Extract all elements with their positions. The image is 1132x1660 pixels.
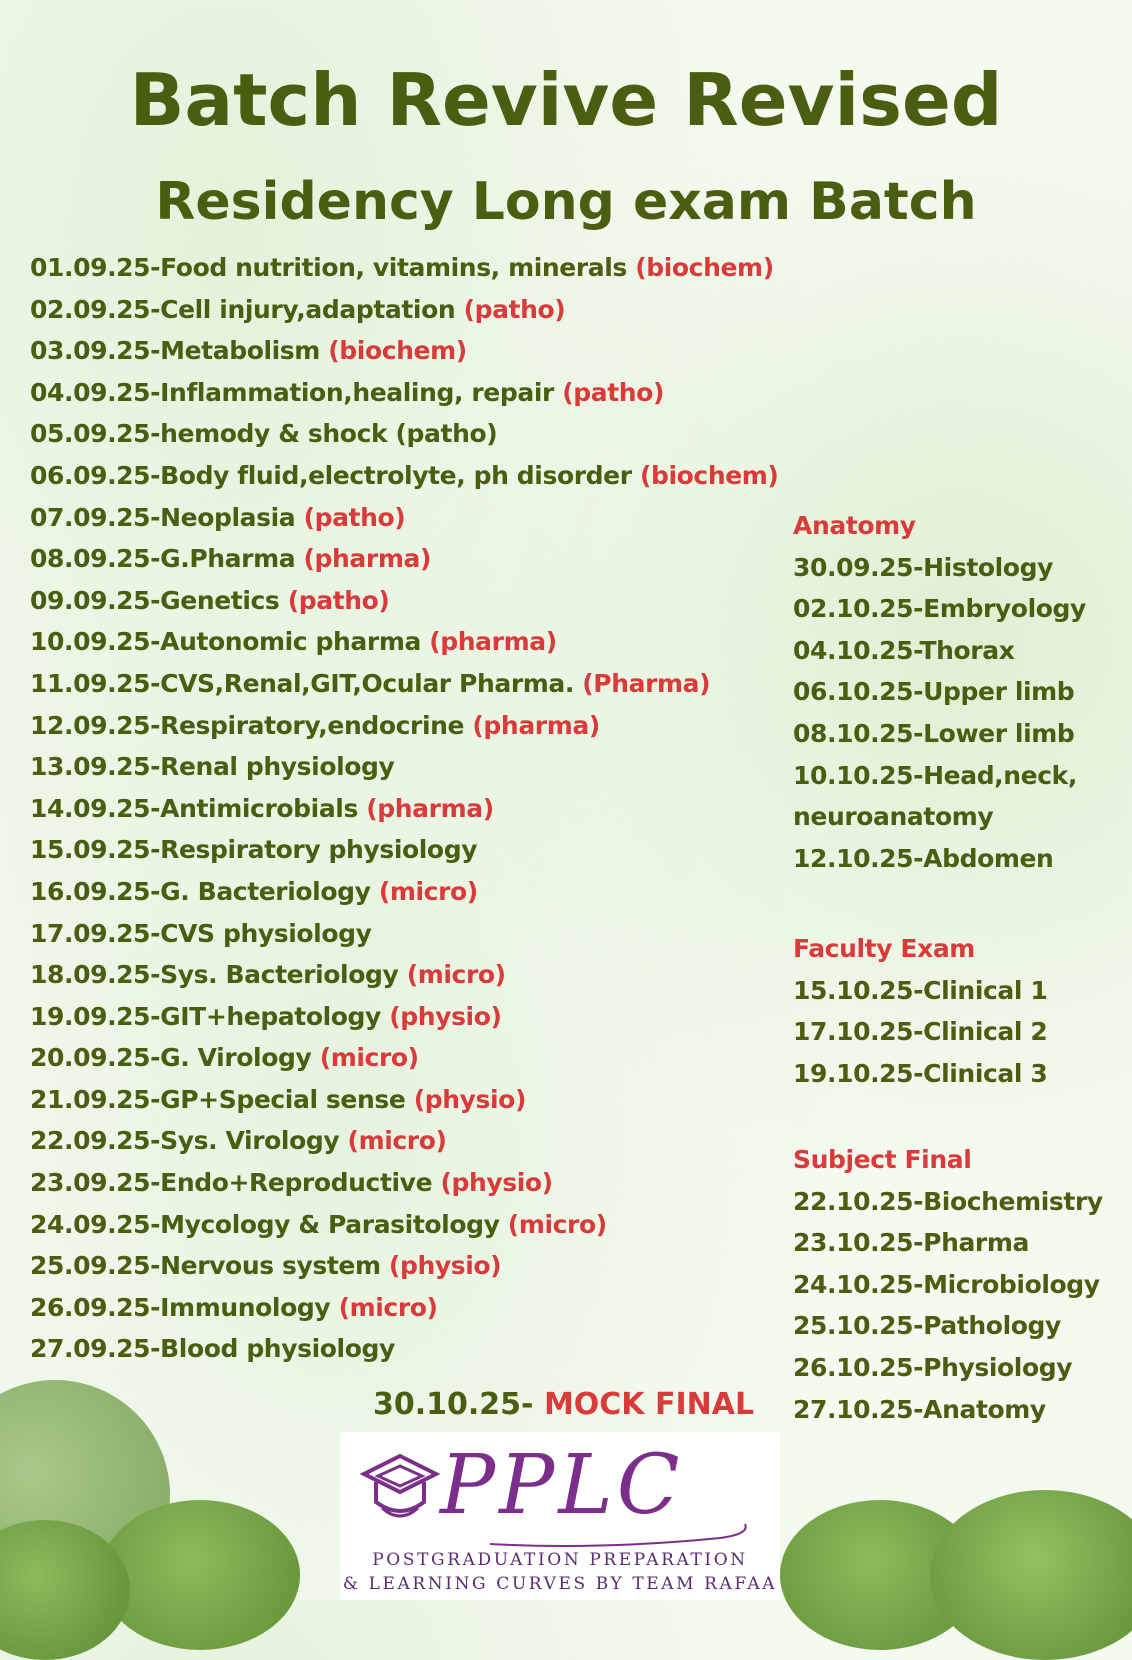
schedule-item: 17.09.25-CVS physiology [30,918,372,948]
schedule-item: 07.09.25-Neoplasia (patho) [30,502,406,532]
subject-final-item: 27.10.25-Anatomy [793,1394,1046,1424]
subject-final-item: 23.10.25-Pharma [793,1228,1029,1258]
logo-tagline-1: POSTGRADUATION PREPARATION [372,1550,748,1570]
schedule-item: 06.09.25-Body fluid,electrolyte, ph disorder (biochem) [30,460,779,490]
schedule-item: 22.09.25-Sys. Virology (micro) [30,1126,447,1156]
schedule-item: 15.09.25-Respiratory physiology [30,835,478,865]
logo-tagline-2: & LEARNING CURVES BY TEAM RAFAA [342,1574,778,1594]
schedule-item: 16.09.25-G. Bacteriology (micro) [30,876,478,906]
anatomy-section [793,505,1086,879]
schedule-item: 23.09.25-Endo+Reproductive (physio) [30,1168,553,1198]
schedule-item: 09.09.25-Genetics (patho) [30,585,390,615]
page-subtitle: Residency Long exam Batch [155,172,977,232]
schedule-item: 02.09.25-Cell injury,adaptation (patho) [30,294,566,324]
schedule-item: 20.09.25-G. Virology (micro) [30,1043,419,1073]
bush-left-2 [100,1500,300,1650]
mock-final-date: 30.10.25- [373,1387,544,1422]
faculty-exam-item: 15.10.25-Clinical 1 [793,975,1048,1005]
schedule-item: 03.09.25-Metabolism (biochem) [30,336,467,366]
anatomy-item: 04.10.25-Thorax [793,635,1015,665]
schedule-item: 10.09.25-Autonomic pharma (pharma) [30,627,557,657]
subject-final-item: 26.10.25-Physiology [793,1352,1073,1382]
anatomy-item: 10.10.25-Head,neck, [793,760,1077,790]
mock-final-label: MOCK FINAL [543,1387,755,1422]
schedule-item: 05.09.25-hemody & shock (patho) [30,419,498,449]
schedule-item: 01.09.25-Food nutrition, vitamins, minerals (biochem) [30,253,774,282]
schedule-item: 18.09.25-Sys. Bacteriology (micro) [30,960,506,990]
logo-wordmark: PPLC [440,1438,684,1533]
anatomy-item: 06.10.25-Upper limb [793,677,1075,707]
schedule-item: 08.09.25-G.Pharma (pharma) [30,544,431,574]
page-title: Batch Revive Revised [129,58,1003,142]
faculty-exam-section [793,928,1047,1094]
schedule-item: 21.09.25-GP+Special sense (physio) [30,1084,526,1114]
schedule-list [30,247,778,1370]
schedule-item: 24.09.25-Mycology & Parasitology (micro) [30,1209,607,1239]
schedule-item: 13.09.25-Renal physiology [30,752,395,782]
anatomy-item: 08.10.25-Lower limb [793,718,1075,748]
subject-final-item: 25.10.25-Pathology [793,1311,1061,1341]
anatomy-item: 12.10.25-Abdomen [793,843,1054,873]
schedule-item: 11.09.25-CVS,Renal,GIT,Ocular Pharma. (Pharma) [30,668,711,698]
subject-final-item: 24.10.25-Microbiology [793,1269,1100,1299]
schedule-item: 12.09.25-Respiratory,endocrine (pharma) [30,710,600,740]
anatomy-item: neuroanatomy [793,802,994,832]
anatomy-item: 02.10.25-Embryology [793,594,1086,624]
anatomy-heading: Anatomy [793,511,916,540]
faculty-exam-item: 19.10.25-Clinical 3 [793,1058,1048,1088]
subject-final-section [793,1139,1103,1430]
faculty-exam-heading: Faculty Exam [793,934,975,963]
subject-final-item: 22.10.25-Biochemistry [793,1186,1103,1216]
subject-final-heading: Subject Final [793,1145,972,1174]
pplc-logo [340,1432,780,1600]
schedule-item: 26.09.25-Immunology (micro) [30,1292,438,1322]
schedule-item: 14.09.25-Antimicrobials (pharma) [30,793,494,823]
schedule-item: 25.09.25-Nervous system (physio) [30,1251,502,1281]
anatomy-item: 30.09.25-Histology [793,552,1053,582]
mock-final-line [373,1387,754,1422]
bush-right-2 [930,1490,1132,1660]
faculty-exam-item: 17.10.25-Clinical 2 [793,1017,1048,1047]
schedule-item: 27.09.25-Blood physiology [30,1334,395,1364]
schedule-item: 04.09.25-Inflammation,healing, repair (patho) [30,377,664,407]
schedule-item: 19.09.25-GIT+hepatology (physio) [30,1001,502,1031]
logo-swoosh [340,1514,780,1554]
